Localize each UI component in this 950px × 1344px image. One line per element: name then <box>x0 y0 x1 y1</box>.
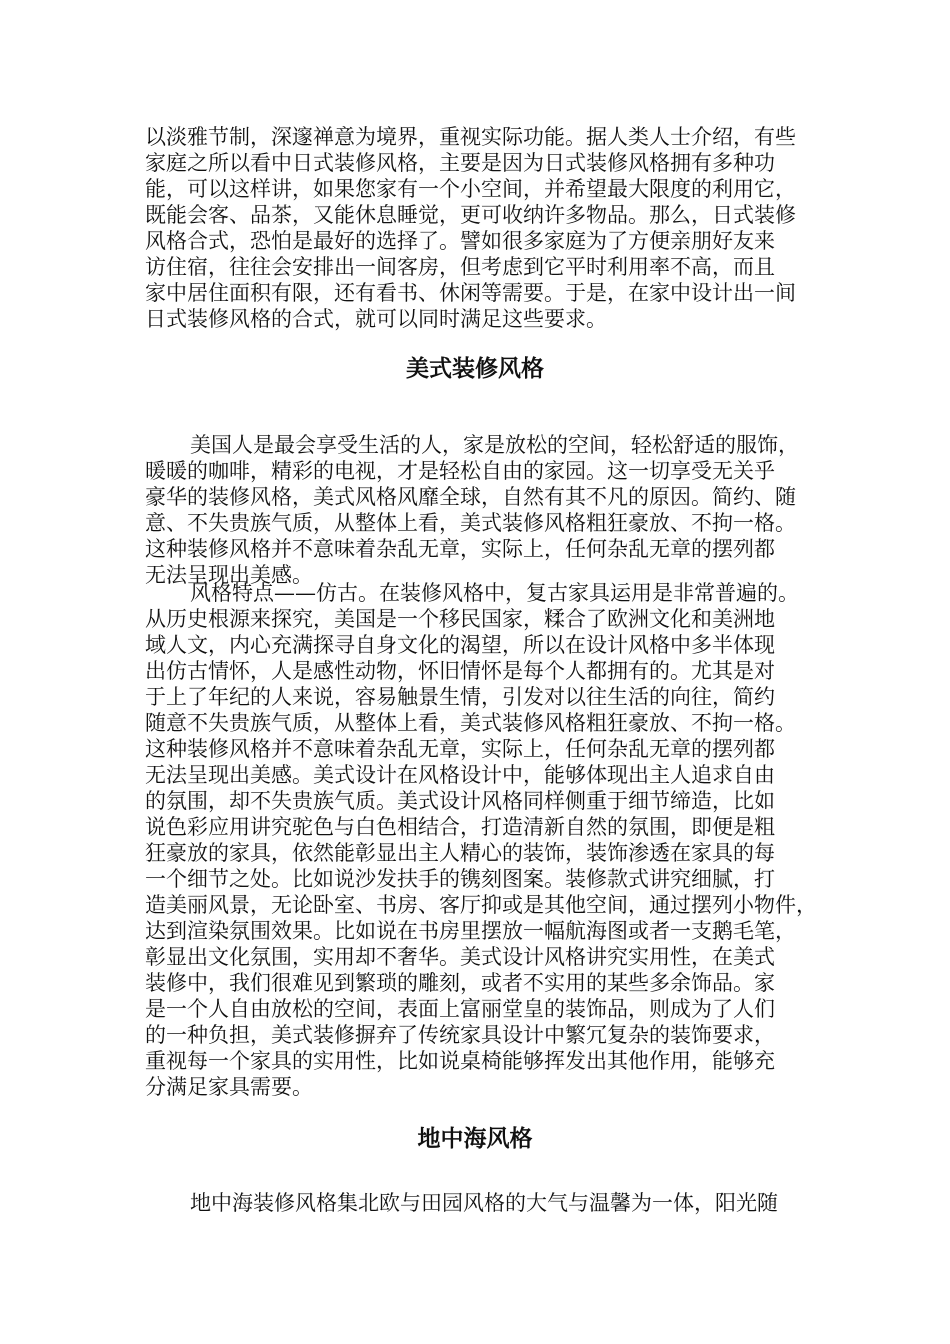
text-line: 达到渲染氛围效果。比如说在书房里摆放一幅航海图或者一支鹅毛笔， <box>145 919 796 943</box>
text-line: 访住宿，往往会安排出一间客房，但考虑到它平时利用率不高，而且 <box>145 255 775 279</box>
text-line: 狂豪放的家具，依然能彰显出主人精心的装饰，装饰渗透在家具的每 <box>145 841 775 865</box>
text-line: 美国人是最会享受生活的人，家是放松的空间，轻松舒适的服饰， <box>190 433 799 457</box>
text-line: 彰显出文化氛围，实用却不奢华。美式设计风格讲究实用性，在美式 <box>145 945 775 969</box>
text-line: 风格合式，恐怕是最好的选择了。譬如很多家庭为了方便亲朋好友来 <box>145 229 775 253</box>
text-line: 日式装修风格的合式，就可以同时满足这些要求。 <box>145 307 607 331</box>
text-line: 以淡雅节制，深邃禅意为境界，重视实际功能。据人类人士介绍，有些 <box>145 125 796 149</box>
text-line: 风格特点——仿古。在装修风格中，复古家具运用是非常普遍的。 <box>190 581 799 605</box>
text-line: 无法呈现出美感。 <box>145 563 313 587</box>
text-line: 重视每一个家具的实用性，比如说桌椅能够挥发出其他作用，能够充 <box>145 1049 775 1073</box>
text-line: 分满足家具需要。 <box>145 1075 313 1099</box>
text-line: 家中居住面积有限，还有看书、休闲等需要。于是，在家中设计出一间 <box>145 281 796 305</box>
text-line: 出仿古情怀，人是感性动物，怀旧情怀是每个人都拥有的。尤其是对 <box>145 659 775 683</box>
text-line: 装修中，我们很难见到繁琐的雕刻，或者不实用的某些多余饰品。家 <box>145 971 775 995</box>
text-line: 从历史根源来探究，美国是一个移民国家，糅合了欧洲文化和美洲地 <box>145 607 775 631</box>
text-line: 家庭之所以看中日式装修风格，主要是因为日式装修风格拥有多种功 <box>145 151 775 175</box>
text-line: 造美丽风景，无论卧室、书房、客厅抑或是其他空间，通过摆列小物件， <box>145 893 817 917</box>
text-line: 的氛围，却不失贵族气质。美式设计风格同样侧重于细节缔造，比如 <box>145 789 775 813</box>
text-line: 是一个人自由放松的空间，表面上富丽堂皇的装饰品，则成为了人们 <box>145 997 775 1021</box>
text-line: 一个细节之处。比如说沙发扶手的镌刻图案。装修款式讲究细腻，打 <box>145 867 775 891</box>
section-heading-american: 美式装修风格 <box>406 356 544 382</box>
text-line: 这种装修风格并不意味着杂乱无章，实际上，任何杂乱无章的摆列都 <box>145 537 775 561</box>
text-line: 域人文，内心充满探寻自身文化的渴望，所以在设计风格中多半体现 <box>145 633 775 657</box>
text-line: 无法呈现出美感。美式设计在风格设计中，能够体现出主人追求自由 <box>145 763 775 787</box>
section-heading-mediterranean: 地中海风格 <box>417 1126 533 1152</box>
text-line: 豪华的装修风格，美式风格风靡全球，自然有其不凡的原因。简约、随 <box>145 485 796 509</box>
text-line: 能，可以这样讲，如果您家有一个小空间，并希望最大限度的利用它， <box>145 177 796 201</box>
text-line: 说色彩应用讲究驼色与白色相结合，打造清新自然的氛围，即便是粗 <box>145 815 775 839</box>
text-line: 暖暖的咖啡，精彩的电视，才是轻松自由的家园。这一切享受无关乎 <box>145 459 775 483</box>
text-line: 于上了年纪的人来说，容易触景生情，引发对以往生活的向往，简约 <box>145 685 775 709</box>
text-line: 这种装修风格并不意味着杂乱无章，实际上，任何杂乱无章的摆列都 <box>145 737 775 761</box>
text-line: 地中海装修风格集北欧与田园风格的大气与温馨为一体，阳光随 <box>190 1191 778 1215</box>
text-line: 的一种负担，美式装修摒弃了传统家具设计中繁冗复杂的装饰要求， <box>145 1023 775 1047</box>
text-line: 随意不失贵族气质，从整体上看，美式装修风格粗狂豪放、不拘一格。 <box>145 711 796 735</box>
text-line: 意、不失贵族气质，从整体上看，美式装修风格粗狂豪放、不拘一格。 <box>145 511 796 535</box>
text-line: 既能会客、品茶，又能休息睡觉，更可收纳许多物品。那么，日式装修 <box>145 203 796 227</box>
